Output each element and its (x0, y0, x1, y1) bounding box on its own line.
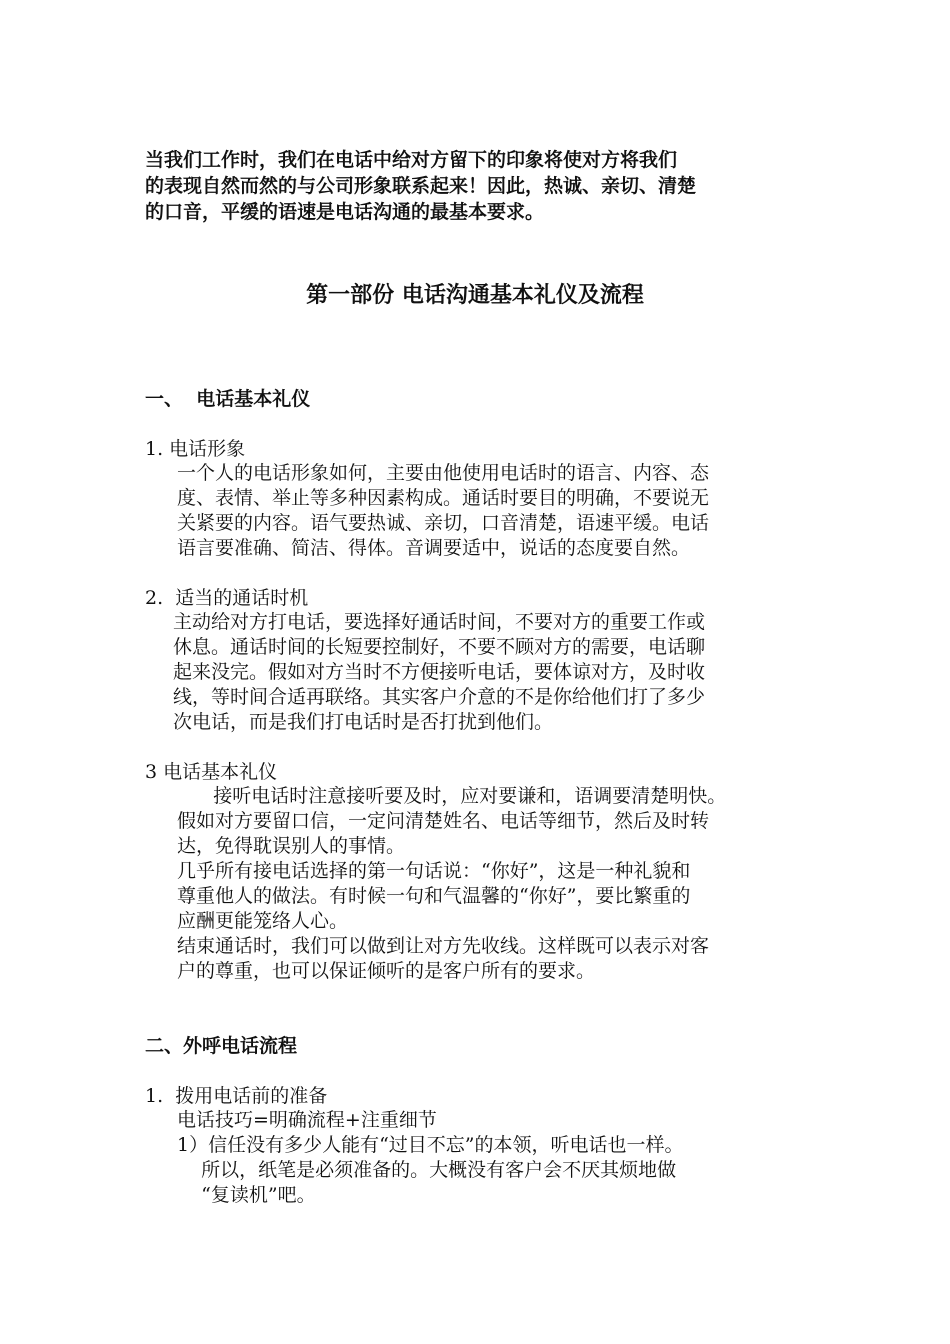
intro-line: 的表现自然而然的与公司形象联系起来！因此，热诚、亲切、清楚 (145, 175, 697, 197)
item-paragraph-3 (177, 784, 726, 984)
item-subtitle (177, 1108, 437, 1133)
paragraph-line: 户的尊重，也可以保证倾听的是客户所有的要求。 (177, 960, 596, 982)
paragraph-line: 1）信任没有多少人能有“过目不忘”的本领，听电话也一样。 (177, 1134, 684, 1156)
point-paragraph (177, 1133, 684, 1208)
paragraph-line: 起来没完。假如对方当时不方便接听电话，要体谅对方，及时收 (173, 661, 706, 683)
paragraph-line: 结束通话时，我们可以做到让对方先收线。这样既可以表示对客 (177, 935, 710, 957)
paragraph-line: 几乎所有接电话选择的第一句话说：“你好”，这是一种礼貌和 (177, 860, 691, 882)
intro-line: 当我们工作时，我们在电话中给对方留下的印象将使对方将我们 (145, 149, 678, 171)
section-heading-2: 二、外呼电话流程 (145, 1035, 298, 1057)
paragraph-line: 语言要准确、简洁、得体。音调要适中，说话的态度要自然。 (177, 537, 691, 559)
item-paragraph-1 (177, 461, 709, 561)
paragraph-line: 尊重他人的做法。有时候一句和气温馨的“你好”，要比繁重的 (177, 885, 691, 907)
item-title-2: 2. 适当的通话时机 (145, 587, 309, 609)
section-heading-1: 一、 电话基本礼仪 (145, 388, 311, 410)
paragraph-line: 关紧要的内容。语气要热诚、亲切，口音清楚，语速平缓。电话 (177, 512, 710, 534)
paragraph-line: “复读机”吧。 (177, 1184, 316, 1206)
part-title: 第一部份 电话沟通基本礼仪及流程 (306, 283, 644, 308)
paragraph-line: 应酬更能笼络人心。 (177, 910, 349, 932)
paragraph-line: 一个人的电话形象如何，主要由他使用电话时的语言、内容、态 (177, 462, 710, 484)
paragraph-line: 接听电话时注意接听要及时，应对要谦和，语调要清楚明快。 (177, 785, 727, 807)
paragraph-line: 假如对方要留口信，一定问清楚姓名、电话等细节，然后及时转 (177, 810, 710, 832)
item-title-prep: 1. 拨用电话前的准备 (145, 1085, 328, 1107)
subtitle-line: 电话技巧=明确流程+注重细节 (177, 1109, 437, 1131)
item-title-1: 1. 电话形象 (145, 438, 246, 460)
item-paragraph-2 (173, 610, 705, 735)
item-title-3: 3 电话基本礼仪 (145, 761, 278, 783)
paragraph-line: 所以，纸笔是必须准备的。大概没有客户会不厌其烦地做 (177, 1159, 677, 1181)
intro-line: 的口音，平缓的语速是电话沟通的最基本要求。 (145, 201, 545, 223)
paragraph-line: 休息。通话时间的长短要控制好，不要不顾对方的需要，电话聊 (173, 636, 706, 658)
paragraph-line: 达，免得耽误别人的事情。 (177, 835, 406, 857)
paragraph-line: 次电话，而是我们打电话时是否打扰到他们。 (173, 711, 554, 733)
intro-paragraph (145, 147, 815, 225)
paragraph-line: 线，等时间合适再联络。其实客户介意的不是你给他们打了多少 (173, 686, 706, 708)
paragraph-line: 主动给对方打电话，要选择好通话时间，不要对方的重要工作或 (173, 611, 706, 633)
paragraph-line: 度、表情、举止等多种因素构成。通话时要目的明确，不要说无 (177, 487, 710, 509)
